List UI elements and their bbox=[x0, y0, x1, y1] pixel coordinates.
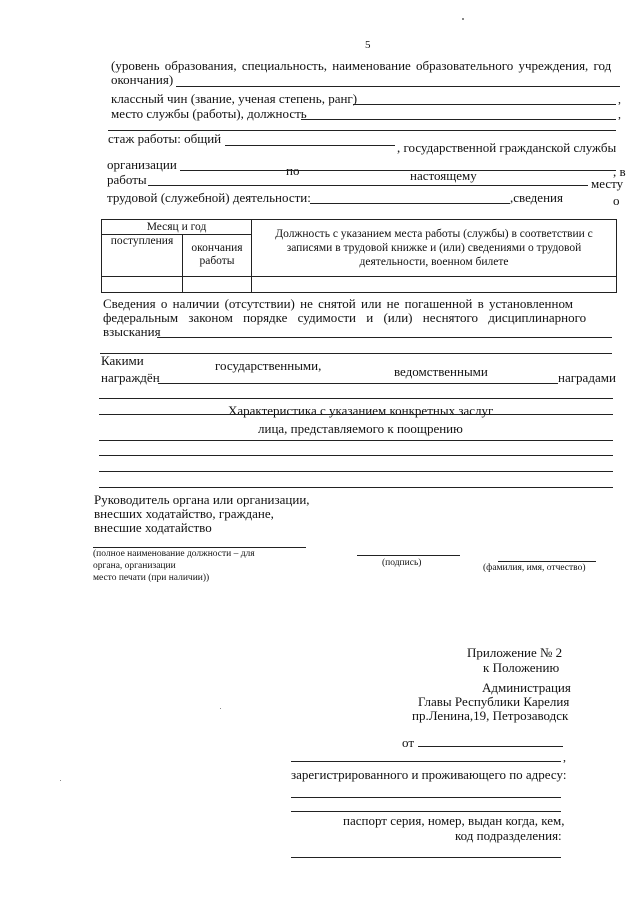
workplace-input-line[interactable] bbox=[301, 119, 616, 120]
caption-position-3: место печати (при наличии)) bbox=[93, 573, 210, 583]
caption-name: (фамилия, имя, отчество) bbox=[483, 563, 586, 573]
class-rank-input-line[interactable] bbox=[353, 104, 616, 105]
signatory-line3: внесшие ходатайство bbox=[94, 520, 212, 535]
raboty-input-line[interactable] bbox=[148, 185, 588, 186]
name-signature-line[interactable] bbox=[498, 561, 596, 562]
table-header-month-year: Месяц и год bbox=[102, 220, 252, 235]
table-header-end bbox=[183, 235, 252, 276]
from-continuation-line[interactable] bbox=[291, 761, 561, 762]
comma: , bbox=[618, 107, 621, 121]
labor-activity-input-line[interactable] bbox=[310, 203, 510, 204]
education-input-line[interactable] bbox=[176, 86, 620, 87]
signatory-line1: Руководитель органа или организации, bbox=[94, 492, 310, 507]
table-cell[interactable] bbox=[102, 276, 183, 292]
characteristic-input-line-3[interactable] bbox=[99, 471, 613, 472]
address-input-line-2[interactable] bbox=[291, 811, 561, 812]
o-label: о bbox=[613, 193, 620, 208]
awards-w2: государственными, bbox=[215, 358, 322, 373]
signature-line[interactable] bbox=[357, 555, 460, 556]
raboty-label: работы bbox=[107, 172, 147, 187]
addressee-address: пр.Ленина,19, Петрозаводск bbox=[412, 708, 569, 723]
passport-label-line1: паспорт серия, номер, выдан когда, кем, bbox=[343, 813, 565, 828]
passport-input-line[interactable] bbox=[291, 857, 561, 858]
work-history-table bbox=[101, 219, 617, 293]
characteristic-input-line-1[interactable] bbox=[99, 440, 613, 441]
characteristic-line1: Характеристика с указанием конкретных заслуг bbox=[228, 403, 494, 418]
position-signature-line[interactable] bbox=[93, 547, 306, 548]
mestu-label: месту bbox=[591, 176, 624, 191]
table-header-end-line1: окончания bbox=[191, 242, 243, 255]
awards-continuation-line[interactable] bbox=[99, 398, 613, 399]
scan-speck bbox=[60, 780, 61, 781]
conviction-line1: Сведения о наличии (отсутствии) не снятой или не погашенной в установленном bbox=[103, 296, 573, 311]
awards-w1: Какими bbox=[101, 353, 144, 368]
education-label-line2: окончания) bbox=[111, 72, 174, 87]
po-label: по bbox=[286, 163, 300, 178]
v-label: , в bbox=[613, 164, 626, 179]
table-cell[interactable] bbox=[252, 276, 617, 292]
caption-position-1: (полное наименование должности – для bbox=[93, 549, 255, 559]
current-label: настоящему bbox=[410, 168, 477, 183]
characteristic-separator bbox=[99, 414, 613, 415]
table-header-start: поступления bbox=[102, 235, 183, 276]
awards-input-line[interactable] bbox=[158, 383, 558, 384]
addressee-line1: Администрация bbox=[482, 680, 571, 695]
conviction-input-line[interactable] bbox=[157, 337, 612, 338]
awards-w4: награждён bbox=[101, 370, 160, 385]
comma: , bbox=[618, 92, 621, 106]
table-header-end-line2: работы bbox=[199, 255, 235, 268]
characteristic-input-line-2[interactable] bbox=[99, 455, 613, 456]
experience-civil-label: , государственной гражданской службы bbox=[397, 140, 617, 155]
education-label-line1: (уровень образования, специальность, наименование образовательного учреждения, год bbox=[111, 58, 612, 73]
addressee-line2: Главы Республики Карелия bbox=[418, 694, 570, 709]
from-label: от bbox=[402, 735, 415, 750]
awards-w5: наградами bbox=[558, 370, 616, 385]
conviction-line3: взыскания bbox=[103, 324, 161, 339]
svedeniya-label: ,сведения bbox=[510, 190, 563, 205]
caption-position-2: органа, организации bbox=[93, 561, 176, 571]
experience-general-input-line[interactable] bbox=[225, 145, 395, 146]
comma: , bbox=[563, 750, 566, 764]
characteristic-input-line-4[interactable] bbox=[99, 487, 613, 488]
scan-speck bbox=[462, 18, 464, 20]
table-cell[interactable] bbox=[183, 276, 252, 292]
labor-activity-label: трудовой (служебной) деятельности: bbox=[107, 190, 311, 205]
conviction-line2: федеральным законом порядке судимости и (или) неснятого дисциплинарного bbox=[103, 310, 587, 325]
org-label: организации bbox=[107, 157, 177, 172]
scan-speck bbox=[220, 708, 221, 709]
passport-label-line2: код подразделения: bbox=[455, 828, 562, 843]
experience-general-label: стаж работы: общий bbox=[108, 131, 222, 146]
conviction-continuation-line[interactable] bbox=[100, 353, 612, 354]
from-input-line[interactable] bbox=[418, 746, 563, 747]
address-input-line-1[interactable] bbox=[291, 797, 561, 798]
characteristic-line2: лица, представляемого к поощрению bbox=[258, 421, 463, 436]
appendix-to: к Положению bbox=[483, 660, 560, 675]
registered-label: зарегистрированного и проживающего по адресу: bbox=[291, 767, 567, 782]
appendix-title: Приложение № 2 bbox=[467, 645, 563, 660]
workplace-label: место службы (работы), должность bbox=[111, 106, 307, 121]
table-header-position: Должность с указанием места работы (службы) в соответствии с записями в трудовой книжке и (или) сведениями о трудовой деятельности, военном билете bbox=[252, 220, 617, 277]
page-number: 5 bbox=[365, 39, 371, 51]
caption-signature: (подпись) bbox=[382, 558, 422, 568]
org-input-line[interactable] bbox=[180, 170, 616, 171]
class-rank-label: классный чин (звание, ученая степень, ранг) bbox=[111, 91, 358, 106]
signatory-line2: внесших ходатайство, граждане, bbox=[94, 506, 274, 521]
awards-w3: ведомственными bbox=[394, 364, 488, 379]
